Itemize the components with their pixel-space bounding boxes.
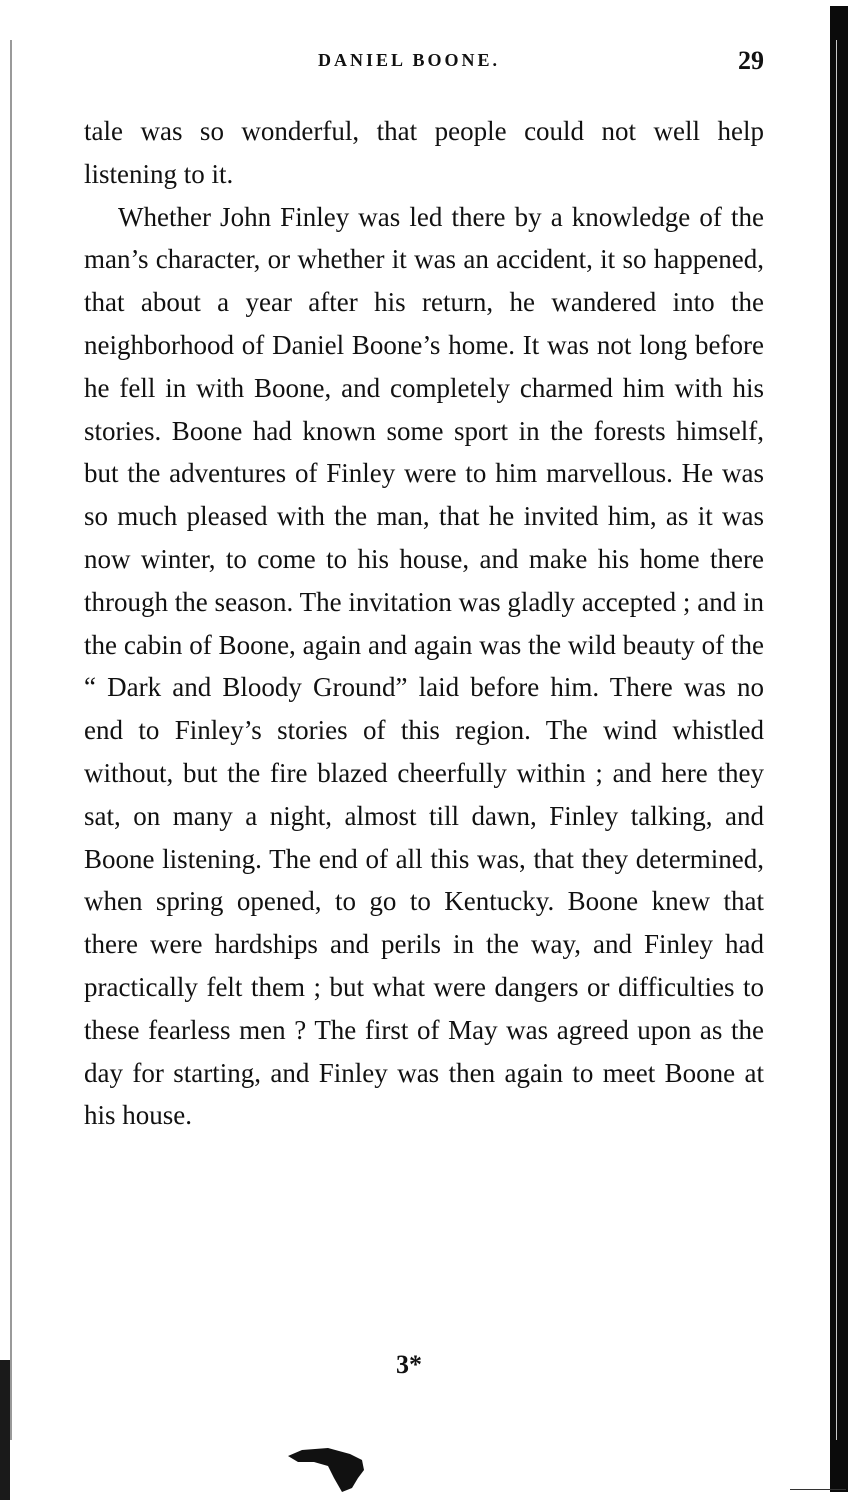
scan-edge-left-dark	[0, 1360, 10, 1500]
signature-mark: 3*	[396, 1350, 422, 1379]
paragraph-continued: tale was so wonderful, that people could not well help listening to it.	[84, 116, 764, 189]
inner-margin-rule	[836, 40, 837, 1440]
scan-edge-right	[830, 6, 848, 1492]
ink-smudge-icon	[288, 1448, 372, 1492]
page-header	[84, 46, 764, 80]
bottom-rule	[790, 1489, 846, 1490]
paragraph-finley-visit: Whether John Finley was led there by a knowledge of the man’s character, or whether it was an accident, it so happened, that about a year after his return, he wandered into the neighborhood of Daniel Boone’s home. It was not long before he fell in with Boone, and completely charmed him with his stories. Boone had known some sport in the forests himself, but the adventures of Finley were to him marvellous. He was so much pleased with the man, that he invited him, as it was now winter, to come to his house, and make his home there through the season. The invitation was gladly accepted ; and in the cabin of Boone, again and again was the wild beauty of the “ Dark and Bloody Ground” laid before him. There was no end to Finley’s stories of this region. The wind whistled without, but the fire blazed cheerfully within ; and here they sat, on many a night, almost till dawn, Finley talking, and Boone listening. The end of all this was, that they determined, when spring opened, to go to Kentucky. Boone knew that there were hardships and perils in the way, and Finley had practically felt them ; but what were dangers or difficulties to these fearless men ? The first of May was agreed upon as the day for starting, and Finley was then again to meet Boone at his house.	[84, 201, 764, 1131]
page-number: 29	[738, 46, 764, 75]
scan-edge-left	[10, 40, 12, 1440]
running-head: DANIEL BOONE.	[318, 50, 501, 70]
body-text	[84, 110, 764, 1137]
